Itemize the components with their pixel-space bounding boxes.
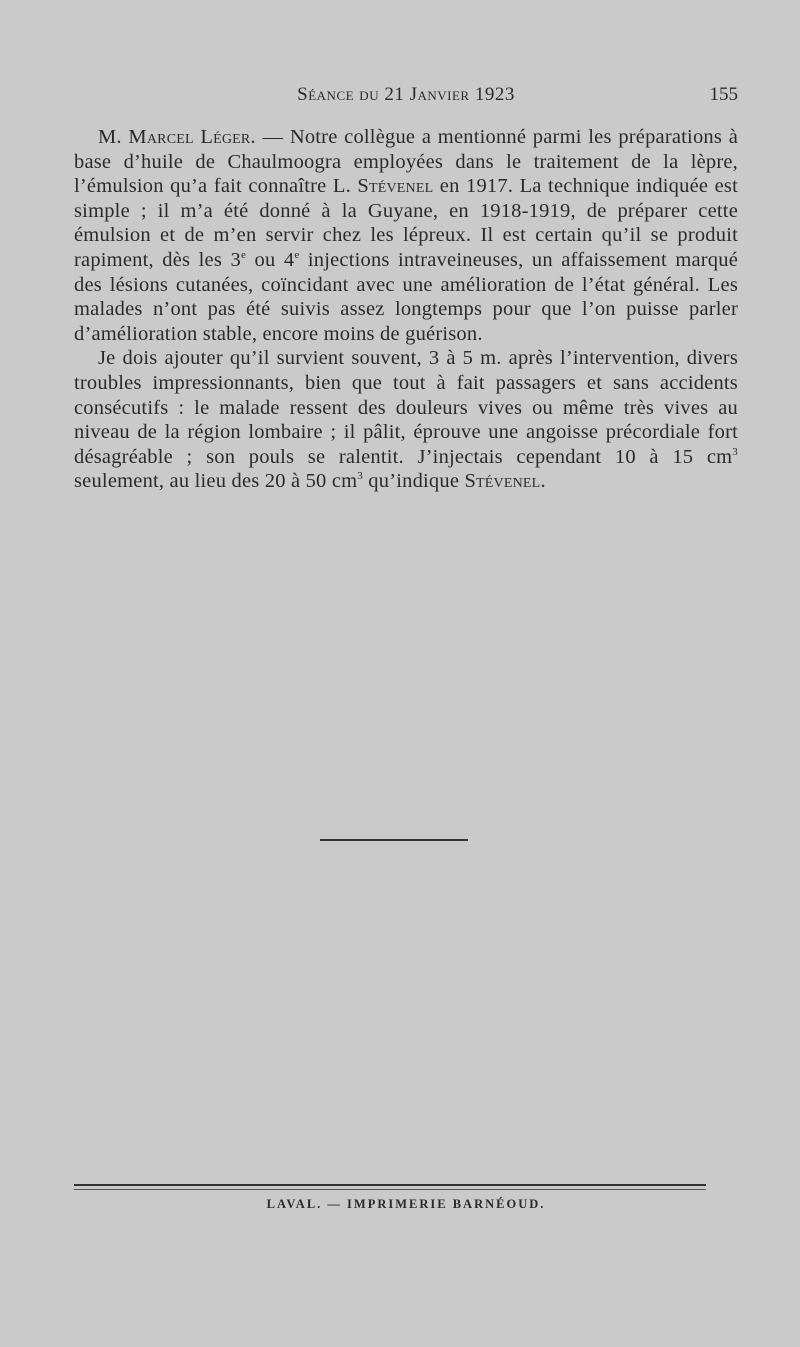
cited-author: Stévenel — [357, 175, 434, 198]
footer-rule-thin — [74, 1189, 706, 1190]
paragraph-2 — [74, 346, 738, 494]
superscript: 3 — [357, 470, 363, 483]
page-number: 155 — [709, 84, 738, 105]
superscript: e — [294, 249, 300, 262]
section-divider — [320, 839, 468, 841]
body-text — [74, 125, 738, 494]
text-run: . — [540, 470, 546, 493]
cited-author: Stévenel — [464, 470, 541, 493]
superscript: e — [240, 249, 247, 262]
text-run: Je dois ajouter qu’il survient souvent, 3 à 5 m. après l’intervention, divers troubles impressionnants, bien que tout à fait passagers et sans accidents consécutifs : le malade ressent des douleurs vives ou même très vives au niveau de la région lombaire ; il pâlit, éprouve une angoisse précordiale fort désagréable ; son pouls se ralentit. J’injectais cependant 10 à 15 cm — [74, 347, 738, 468]
superscript: 3 — [732, 445, 738, 458]
text-run: seulement, au lieu des 20 à 50 cm — [74, 470, 358, 493]
page-header — [74, 84, 738, 114]
speaker-name: M. Marcel Léger. — [98, 126, 256, 148]
text-run: en 1917. La technique indiquée est simple ; il m’a été donné à la Guyane, en 1918-1919, de préparer cette émulsion et de m’en servir chez les lépreux. Il est certain qu’il se produit rapiment, dès les 3 — [74, 175, 738, 271]
text-run: — Notre collègue a mentionné parmi les préparations à base d’huile de Chaulmoogra employées dans le traitement de la lèpre, l’émulsion qu’a fait connaître L. — [74, 126, 738, 198]
text-run: qu’indique — [362, 470, 465, 493]
footer-rule — [74, 1184, 706, 1186]
printer-imprint: LAVAL. — IMPRIMERIE BARNÉOUD. — [266, 1197, 546, 1211]
text-run: ou 4 — [246, 248, 295, 271]
text-run: injections intraveineuses, un affaissement marqué des lésions cutanées, coïncidant avec une amélioration de l’état général. Les malades n’ont pas été suivis assez longtemps pour que l’on puisse parler d’amélioration stable, encore moins de guérison. — [74, 248, 739, 345]
running-title: Séance du 21 Janvier 1923 — [297, 84, 515, 105]
paragraph-1 — [74, 125, 738, 346]
